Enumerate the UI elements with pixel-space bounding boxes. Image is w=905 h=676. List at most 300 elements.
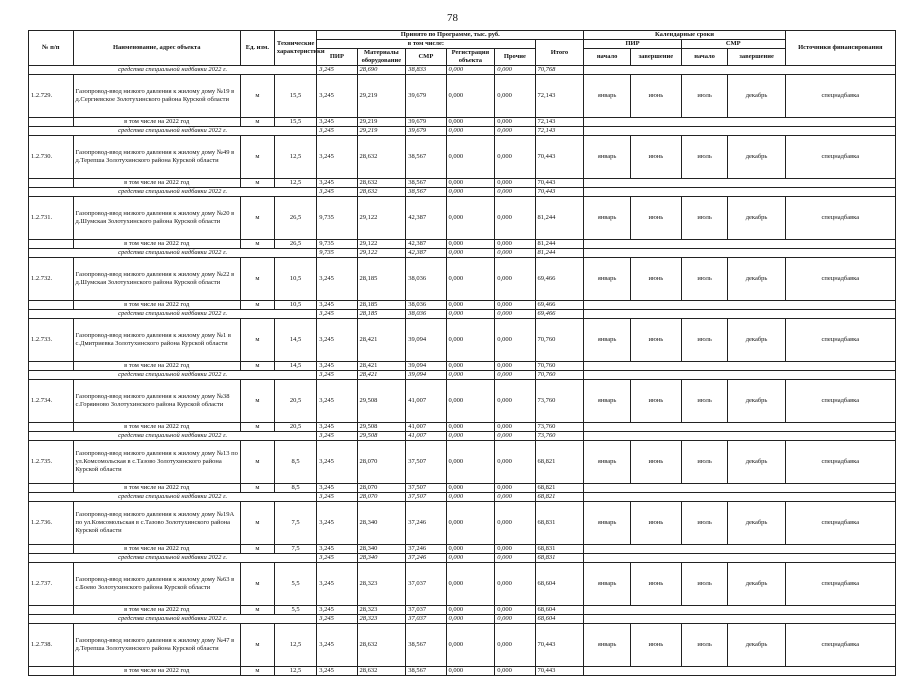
fund-pir: 3,245 — [317, 432, 357, 441]
fund-other: 0,000 — [495, 615, 535, 624]
header-cal-smr: СМР — [681, 40, 785, 49]
object-2022-row — [29, 301, 896, 310]
object-number: 1.2.730. — [29, 136, 74, 179]
inc-label: в том числе на 2022 год — [73, 484, 240, 493]
fund-materials: 29,219 — [357, 127, 406, 136]
object-materials: 28,340 — [357, 502, 406, 545]
object-number: 1.2.734. — [29, 380, 74, 423]
fund-materials: 28,340 — [357, 554, 406, 563]
inc-other: 0,000 — [495, 484, 535, 493]
fund-total: 73,760 — [535, 432, 584, 441]
inc-materials: 28,632 — [357, 179, 406, 188]
inc-total: 73,760 — [535, 423, 584, 432]
fund-materials: 28,632 — [357, 188, 406, 197]
fund-pir: 3,245 — [317, 371, 357, 380]
fund-pir: 3,245 — [317, 493, 357, 502]
object-pir-end: июнь — [630, 136, 681, 179]
fund-label: средства специальной надбавки 2022 г. — [29, 615, 317, 624]
object-tech: 12,5 — [274, 624, 316, 667]
object-row — [29, 624, 896, 667]
object-unit: м — [240, 258, 274, 301]
fund-registration: 0,000 — [446, 371, 495, 380]
object-tech: 20,5 — [274, 380, 316, 423]
object-fund-row — [29, 188, 896, 197]
inc-label: в том числе на 2022 год — [73, 240, 240, 249]
fund-empty-right — [584, 127, 896, 136]
object-fund-row — [29, 371, 896, 380]
object-registration: 0,000 — [446, 441, 495, 484]
inc-pir: 3,245 — [317, 667, 357, 676]
object-materials: 28,323 — [357, 563, 406, 606]
fund-label: средства специальной надбавки 2022 г. — [29, 554, 317, 563]
object-fund-row — [29, 554, 896, 563]
object-registration: 0,000 — [446, 502, 495, 545]
object-total: 72,143 — [535, 75, 584, 118]
object-tech: 26,5 — [274, 197, 316, 240]
object-total: 81,244 — [535, 197, 584, 240]
inc-pir: 3,245 — [317, 545, 357, 554]
object-pir-end: июнь — [630, 502, 681, 545]
inc-empty-right — [584, 362, 896, 371]
object-pir-start: январь — [584, 75, 631, 118]
inc-unit: м — [240, 545, 274, 554]
object-smr: 41,007 — [406, 380, 446, 423]
object-name: Газопровод-ввод низкого давления к жилому дому №1 в с.Дмитриевка Золотухинского района Курской области — [73, 319, 240, 362]
fund-label: средства специальной надбавки 2022 г. — [29, 493, 317, 502]
object-smr-start: июль — [681, 563, 728, 606]
object-row — [29, 563, 896, 606]
inc-other: 0,000 — [495, 179, 535, 188]
object-other: 0,000 — [495, 624, 535, 667]
inc-label: в том числе на 2022 год — [73, 545, 240, 554]
object-smr-start: июль — [681, 380, 728, 423]
object-tech: 8,5 — [274, 441, 316, 484]
object-other: 0,000 — [495, 563, 535, 606]
object-pir-start: январь — [584, 136, 631, 179]
object-row — [29, 380, 896, 423]
inc-other: 0,000 — [495, 423, 535, 432]
inc-label: в том числе на 2022 год — [73, 179, 240, 188]
fund-materials: 29,508 — [357, 432, 406, 441]
fund-label: средства специальной надбавки 2022 г. — [29, 249, 317, 258]
object-row — [29, 502, 896, 545]
object-fund-row — [29, 127, 896, 136]
object-name: Газопровод-ввод низкого давления к жилому дому №47 в д.Терепша Золотухинского района Курской области — [73, 624, 240, 667]
object-number: 1.2.732. — [29, 258, 74, 301]
inc-unit: м — [240, 484, 274, 493]
fund-pir: 3,245 — [317, 66, 357, 75]
object-pir: 3,245 — [317, 441, 357, 484]
header-name: Наименование, адрес объекта — [73, 31, 240, 66]
object-pir: 3,245 — [317, 319, 357, 362]
object-row — [29, 197, 896, 240]
header-calendar: Календарные сроки — [584, 31, 785, 40]
inc-total: 72,143 — [535, 118, 584, 127]
inc-tech: 12,5 — [274, 179, 316, 188]
object-fund-row — [29, 493, 896, 502]
inc-tech: 10,5 — [274, 301, 316, 310]
object-2022-row — [29, 545, 896, 554]
object-registration: 0,000 — [446, 563, 495, 606]
fund-label: средства специальной надбавки 2022 г. — [29, 432, 317, 441]
header-accepted: Принято по Программе, тыс. руб. — [317, 31, 584, 40]
inc-tech: 8,5 — [274, 484, 316, 493]
inc-registration: 0,000 — [446, 423, 495, 432]
inc-total: 70,443 — [535, 667, 584, 676]
object-tech: 7,5 — [274, 502, 316, 545]
inc-registration: 0,000 — [446, 484, 495, 493]
object-tech: 5,5 — [274, 563, 316, 606]
inc-tech: 14,5 — [274, 362, 316, 371]
fund-other: 0,000 — [495, 371, 535, 380]
object-fund-row — [29, 432, 896, 441]
inc-smr: 37,507 — [406, 484, 446, 493]
object-pir: 3,245 — [317, 624, 357, 667]
object-smr-start: июль — [681, 624, 728, 667]
object-2022-row — [29, 606, 896, 615]
object-smr-start: июль — [681, 136, 728, 179]
inc-empty — [29, 423, 74, 432]
inc-smr: 38,567 — [406, 667, 446, 676]
object-2022-row — [29, 667, 896, 676]
fund-registration: 0,000 — [446, 554, 495, 563]
inc-total: 68,821 — [535, 484, 584, 493]
inc-tech: 15,5 — [274, 118, 316, 127]
object-registration: 0,000 — [446, 258, 495, 301]
object-smr: 37,507 — [406, 441, 446, 484]
fund-smr: 37,507 — [406, 493, 446, 502]
header-including: в том числе: — [317, 40, 535, 49]
object-other: 0,000 — [495, 197, 535, 240]
object-smr-end: декабрь — [728, 563, 785, 606]
inc-other: 0,000 — [495, 240, 535, 249]
inc-smr: 38,567 — [406, 179, 446, 188]
header-unit: Ед. изм. — [240, 31, 274, 66]
object-source: спецнадбавка — [785, 319, 895, 362]
object-total: 69,466 — [535, 258, 584, 301]
inc-pir: 3,245 — [317, 118, 357, 127]
fund-total: 68,821 — [535, 493, 584, 502]
object-source: спецнадбавка — [785, 624, 895, 667]
object-total: 68,821 — [535, 441, 584, 484]
object-materials: 29,508 — [357, 380, 406, 423]
object-tech: 14,5 — [274, 319, 316, 362]
inc-total: 70,760 — [535, 362, 584, 371]
inc-empty — [29, 545, 74, 554]
fund-total: 70,768 — [535, 66, 584, 75]
inc-unit: м — [240, 667, 274, 676]
fund-smr: 38,833 — [406, 66, 446, 75]
header-cal-pir: ПИР — [584, 40, 681, 49]
fund-materials: 28,690 — [357, 66, 406, 75]
object-2022-row — [29, 423, 896, 432]
object-smr-end: декабрь — [728, 502, 785, 545]
object-other: 0,000 — [495, 136, 535, 179]
object-smr-start: июль — [681, 319, 728, 362]
header-total: Итого — [535, 40, 584, 66]
fund-pir: 3,245 — [317, 310, 357, 319]
inc-materials: 28,632 — [357, 667, 406, 676]
object-smr-start: июль — [681, 441, 728, 484]
object-unit: м — [240, 502, 274, 545]
object-smr: 38,036 — [406, 258, 446, 301]
fund-smr: 37,037 — [406, 615, 446, 624]
inc-label: в том числе на 2022 год — [73, 118, 240, 127]
header-other: Прочие — [495, 49, 535, 66]
object-number: 1.2.729. — [29, 75, 74, 118]
object-pir: 3,245 — [317, 136, 357, 179]
object-total: 70,443 — [535, 136, 584, 179]
object-row — [29, 136, 896, 179]
object-fund-row — [29, 249, 896, 258]
object-registration: 0,000 — [446, 197, 495, 240]
inc-empty-right — [584, 118, 896, 127]
fund-pir: 3,245 — [317, 188, 357, 197]
fund-empty-right — [584, 188, 896, 197]
fund-total: 68,831 — [535, 554, 584, 563]
fund-materials: 29,122 — [357, 249, 406, 258]
object-pir-start: январь — [584, 258, 631, 301]
inc-smr: 38,036 — [406, 301, 446, 310]
inc-smr: 42,387 — [406, 240, 446, 249]
inc-empty-right — [584, 545, 896, 554]
inc-empty — [29, 118, 74, 127]
object-2022-row — [29, 118, 896, 127]
object-name: Газопровод-ввод низкого давления к жилому дому №13 по ул.Комсомольская в с.Тазово Золотухинского района Курской области — [73, 441, 240, 484]
object-pir-start: январь — [584, 197, 631, 240]
inc-total: 81,244 — [535, 240, 584, 249]
object-smr: 37,037 — [406, 563, 446, 606]
inc-empty — [29, 179, 74, 188]
fund-label: средства специальной надбавки 2022 г. — [29, 371, 317, 380]
object-smr: 37,246 — [406, 502, 446, 545]
object-name: Газопровод-ввод низкого давления к жилому дому №49 в д.Терепша Золотухинского района Курской области — [73, 136, 240, 179]
inc-materials: 29,508 — [357, 423, 406, 432]
fund-materials: 28,323 — [357, 615, 406, 624]
object-pir-start: январь — [584, 563, 631, 606]
inc-empty — [29, 301, 74, 310]
fund-total: 68,604 — [535, 615, 584, 624]
inc-label: в том числе на 2022 год — [73, 423, 240, 432]
object-source: спецнадбавка — [785, 258, 895, 301]
inc-empty — [29, 484, 74, 493]
object-total: 73,760 — [535, 380, 584, 423]
object-pir: 3,245 — [317, 563, 357, 606]
inc-registration: 0,000 — [446, 179, 495, 188]
fund-total: 70,443 — [535, 188, 584, 197]
object-smr: 39,094 — [406, 319, 446, 362]
object-2022-row — [29, 484, 896, 493]
fund-registration: 0,000 — [446, 432, 495, 441]
object-total: 68,604 — [535, 563, 584, 606]
inc-tech: 7,5 — [274, 545, 316, 554]
inc-materials: 28,340 — [357, 545, 406, 554]
fund-other: 0,000 — [495, 249, 535, 258]
object-pir: 9,735 — [317, 197, 357, 240]
inc-empty-right — [584, 179, 896, 188]
object-pir-end: июнь — [630, 197, 681, 240]
object-source: спецнадбавка — [785, 441, 895, 484]
object-registration: 0,000 — [446, 319, 495, 362]
inc-smr: 37,246 — [406, 545, 446, 554]
fund-registration: 0,000 — [446, 310, 495, 319]
header-smr: СМР — [406, 49, 446, 66]
inc-pir: 3,245 — [317, 179, 357, 188]
inc-smr: 39,679 — [406, 118, 446, 127]
object-source: спецнадбавка — [785, 136, 895, 179]
object-row — [29, 258, 896, 301]
inc-unit: м — [240, 118, 274, 127]
inc-materials: 29,219 — [357, 118, 406, 127]
object-name: Газопровод-ввод низкого давления к жилому дому №20 в д.Шумская Золотухинского района Курской области — [73, 197, 240, 240]
object-total: 68,831 — [535, 502, 584, 545]
inc-pir: 3,245 — [317, 423, 357, 432]
object-smr-end: декабрь — [728, 441, 785, 484]
inc-empty-right — [584, 240, 896, 249]
object-source: спецнадбавка — [785, 563, 895, 606]
object-smr-start: июль — [681, 75, 728, 118]
fund-label: средства специальной надбавки 2022 г. — [29, 310, 317, 319]
object-unit: м — [240, 75, 274, 118]
fund-registration: 0,000 — [446, 66, 495, 75]
inc-label: в том числе на 2022 год — [73, 301, 240, 310]
object-other: 0,000 — [495, 319, 535, 362]
inc-unit: м — [240, 423, 274, 432]
fund-total: 70,760 — [535, 371, 584, 380]
object-number: 1.2.738. — [29, 624, 74, 667]
object-unit: м — [240, 197, 274, 240]
object-tech: 15,5 — [274, 75, 316, 118]
object-row — [29, 75, 896, 118]
fund-other: 0,000 — [495, 127, 535, 136]
fund-empty-right — [584, 249, 896, 258]
object-materials: 28,632 — [357, 624, 406, 667]
object-other: 0,000 — [495, 258, 535, 301]
object-smr-end: декабрь — [728, 319, 785, 362]
inc-total: 69,466 — [535, 301, 584, 310]
inc-materials: 28,070 — [357, 484, 406, 493]
inc-unit: м — [240, 606, 274, 615]
object-materials: 29,122 — [357, 197, 406, 240]
object-smr: 42,387 — [406, 197, 446, 240]
inc-total: 70,443 — [535, 179, 584, 188]
fund-empty-right — [584, 371, 896, 380]
object-name: Газопровод-ввод низкого давления к жилому дому №63 в с.Боево Золотухинского района Курской области — [73, 563, 240, 606]
fund-registration: 0,000 — [446, 249, 495, 258]
inc-total: 68,604 — [535, 606, 584, 615]
object-smr-end: декабрь — [728, 136, 785, 179]
object-smr-start: июль — [681, 197, 728, 240]
object-pir-start: январь — [584, 624, 631, 667]
inc-unit: м — [240, 301, 274, 310]
object-materials: 28,070 — [357, 441, 406, 484]
inc-pir: 3,245 — [317, 301, 357, 310]
inc-label: в том числе на 2022 год — [73, 606, 240, 615]
program-table — [28, 30, 896, 676]
inc-tech: 12,5 — [274, 667, 316, 676]
object-other: 0,000 — [495, 441, 535, 484]
fund-other: 0,000 — [495, 432, 535, 441]
object-pir-end: июнь — [630, 75, 681, 118]
inc-unit: м — [240, 240, 274, 249]
header-materials: Материалы оборудование — [357, 49, 406, 66]
inc-pir: 3,245 — [317, 484, 357, 493]
fund-registration: 0,000 — [446, 127, 495, 136]
object-row — [29, 441, 896, 484]
fund-label: средства специальной надбавки 2022 г. — [29, 127, 317, 136]
object-materials: 29,219 — [357, 75, 406, 118]
object-smr-end: декабрь — [728, 75, 785, 118]
object-smr-start: июль — [681, 258, 728, 301]
fund-other: 0,000 — [495, 554, 535, 563]
object-smr: 39,679 — [406, 75, 446, 118]
object-2022-row — [29, 179, 896, 188]
object-smr-end: декабрь — [728, 197, 785, 240]
inc-other: 0,000 — [495, 606, 535, 615]
fund-smr: 38,567 — [406, 188, 446, 197]
inc-pir: 9,735 — [317, 240, 357, 249]
object-pir: 3,245 — [317, 380, 357, 423]
inc-registration: 0,000 — [446, 301, 495, 310]
inc-tech: 5,5 — [274, 606, 316, 615]
inc-empty — [29, 362, 74, 371]
fund-smr: 39,679 — [406, 127, 446, 136]
object-other: 0,000 — [495, 502, 535, 545]
inc-materials: 28,421 — [357, 362, 406, 371]
fund-pir: 3,245 — [317, 554, 357, 563]
inc-empty-right — [584, 484, 896, 493]
header-pir-start: начало — [584, 49, 631, 66]
header-smr-end: завершение — [728, 49, 785, 66]
fund-label: средства специальной надбавки 2022 г. — [29, 188, 317, 197]
page-number: 78 — [447, 12, 458, 24]
inc-materials: 28,185 — [357, 301, 406, 310]
inc-empty — [29, 667, 74, 676]
inc-registration: 0,000 — [446, 667, 495, 676]
inc-empty — [29, 606, 74, 615]
fund-empty-right — [584, 615, 896, 624]
object-pir-start: январь — [584, 319, 631, 362]
inc-other: 0,000 — [495, 545, 535, 554]
fund-registration: 0,000 — [446, 615, 495, 624]
object-name: Газопровод-ввод низкого давления к жилому дому №22 в д.Шумская Золотухинского района Курской области — [73, 258, 240, 301]
object-pir-start: январь — [584, 441, 631, 484]
inc-registration: 0,000 — [446, 362, 495, 371]
inc-registration: 0,000 — [446, 545, 495, 554]
object-registration: 0,000 — [446, 75, 495, 118]
inc-tech: 26,5 — [274, 240, 316, 249]
object-registration: 0,000 — [446, 136, 495, 179]
fund-total: 81,244 — [535, 249, 584, 258]
object-name: Газопровод-ввод низкого давления к жилому дому №19А по ул.Комсомольская в с.Тазово Золотухинского района Курской области — [73, 502, 240, 545]
object-number: 1.2.737. — [29, 563, 74, 606]
object-number: 1.2.736. — [29, 502, 74, 545]
object-name: Газопровод-ввод низкого давления к жилому дому №38 с.Горяиново Золотухинского района Курской области — [73, 380, 240, 423]
header-pir-end: завершение — [630, 49, 681, 66]
object-total: 70,760 — [535, 319, 584, 362]
fund-other: 0,000 — [495, 188, 535, 197]
object-source: спецнадбавка — [785, 380, 895, 423]
object-source: спецнадбавка — [785, 75, 895, 118]
header-num: № п/п — [29, 31, 74, 66]
header-registration: Регистрация объекта — [446, 49, 495, 66]
object-other: 0,000 — [495, 380, 535, 423]
inc-other: 0,000 — [495, 301, 535, 310]
object-materials: 28,632 — [357, 136, 406, 179]
object-unit: м — [240, 441, 274, 484]
object-pir-end: июнь — [630, 319, 681, 362]
inc-smr: 37,037 — [406, 606, 446, 615]
